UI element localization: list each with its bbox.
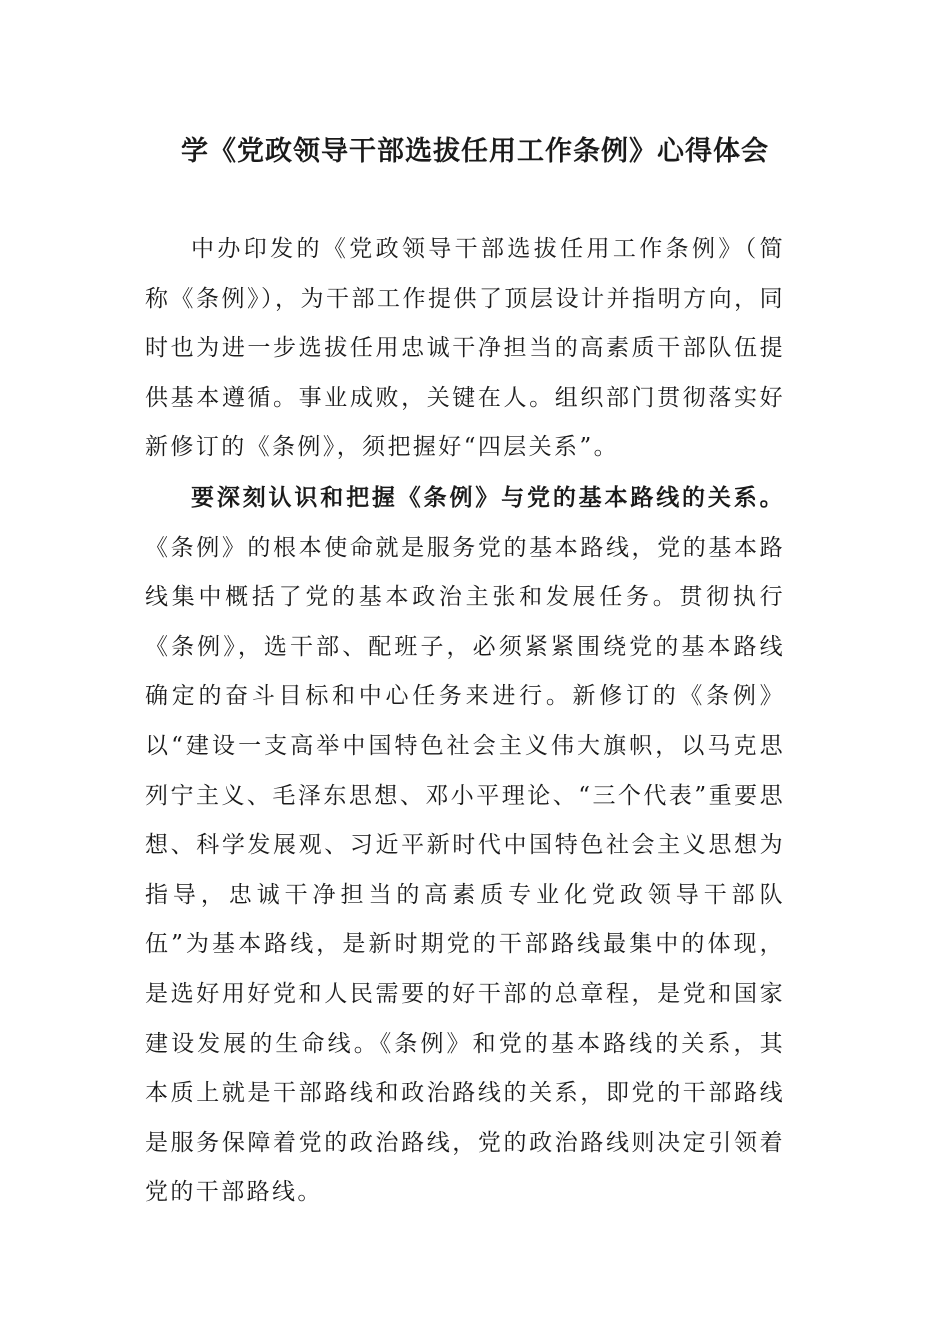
paragraph-intro <box>145 224 785 473</box>
document-title: 学《党政领导干部选拔任用工作条例》心得体会 <box>181 136 769 167</box>
paragraph-text: 《条例》的根本使命就是服务党的基本路线，党的基本路线集中概括了党的基本政治主张和发展任务。贯彻执行《条例》，选干部、配班子，必须紧紧围绕党的基本路线确定的奋斗目标和中心任务来进行。新修订的《条例》以“建设一支高举中国特色社会主义伟大旗帜，以马克思列宁主义、毛泽东思想、邓小平理论、“三个代表”重要思想、科学发展观、习近平新时代中国特色社会主义思想为指导，忠诚干净担当的高素质专业化党政领导干部队伍”为基本路线，是新时期党的干部路线最集中的体现，是选好用好党和人民需要的好干部的总章程，是党和国家建设发展的生命线。《条例》和党的基本路线的关系，其本质上就是干部路线和政治路线的关系，即党的干部路线是服务保障着党的政治路线，党的政治路线则决定引领着党的干部路线。 <box>145 534 785 1206</box>
paragraph-lead: 要深刻认识和把握《条例》与党的基本路线的关系。 <box>191 483 785 511</box>
document-body <box>145 224 785 1218</box>
paragraph-basic-line <box>145 473 785 1218</box>
paragraph-text: 中办印发的《党政领导干部选拔任用工作条例》（简称《条例》），为干部工作提供了顶层设计并指明方向，同时也为进一步选拔任用忠诚干净担当的高素质干部队伍提供基本遵循。事业成败，关键在人。组织部门贯彻落实好新修订的《条例》，须把握好“四层关系”。 <box>145 236 785 461</box>
